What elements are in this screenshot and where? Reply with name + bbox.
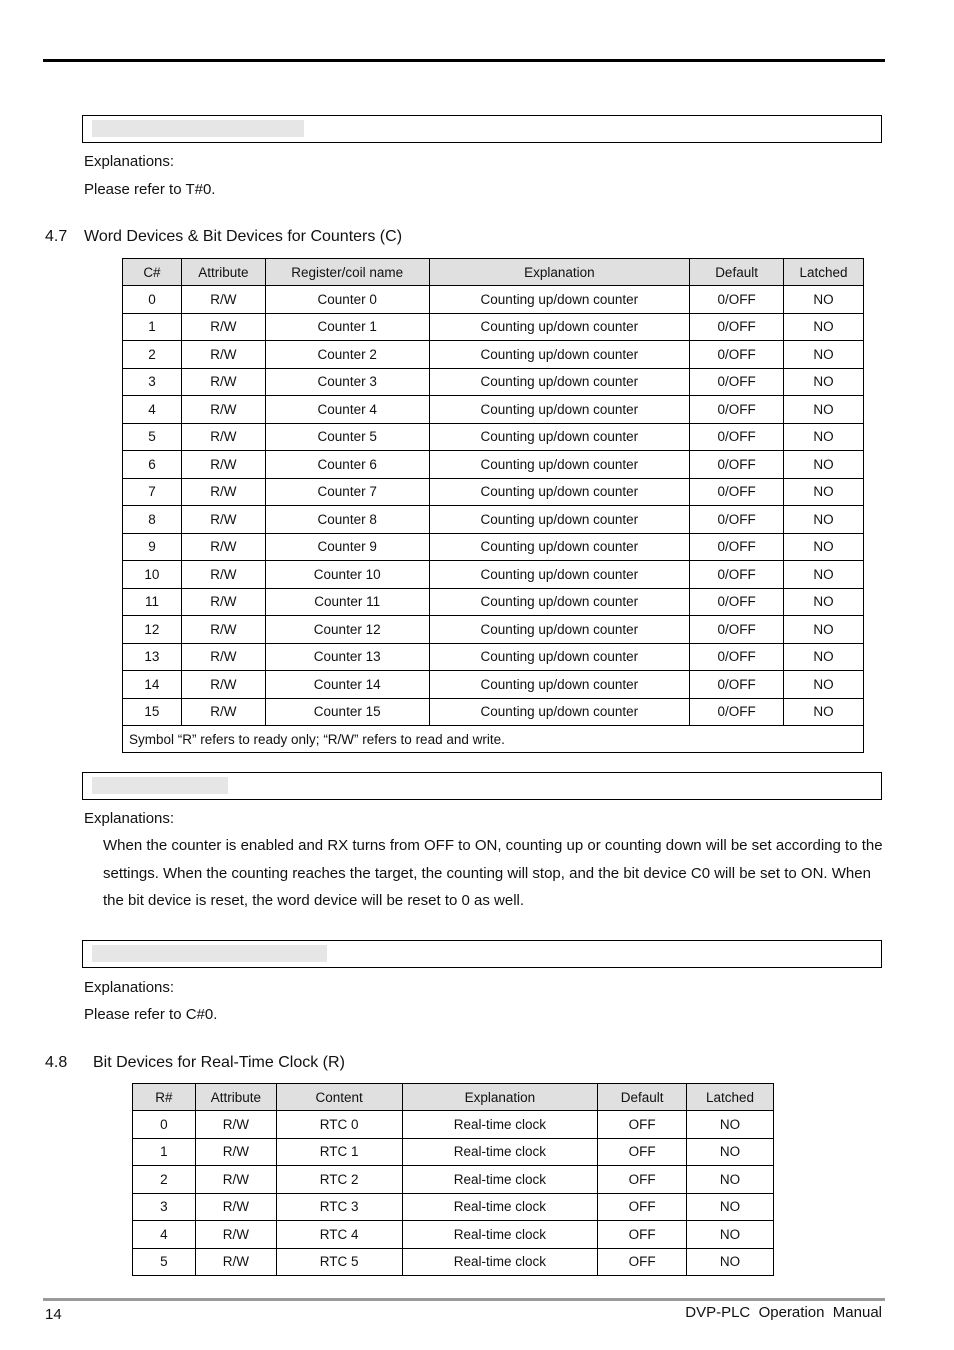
table-cell: R/W bbox=[181, 616, 265, 644]
table-cell: 14 bbox=[123, 671, 182, 699]
table-cell: R/W bbox=[181, 286, 265, 314]
section-heading: Bit Devices for Real-Time Clock (R) bbox=[93, 1054, 345, 1071]
table-row bbox=[123, 313, 864, 341]
table-cell: 3 bbox=[133, 1193, 196, 1221]
table-cell: Counter 15 bbox=[265, 698, 429, 726]
table-row bbox=[123, 533, 864, 561]
table-cell: 0/OFF bbox=[690, 423, 784, 451]
table-cell: Counting up/down counter bbox=[429, 423, 690, 451]
table-cell: NO bbox=[687, 1111, 774, 1139]
table-row bbox=[133, 1166, 774, 1194]
table-cell: RTC 3 bbox=[276, 1193, 402, 1221]
page-number: 14 bbox=[45, 1306, 62, 1323]
table-cell: Counter 7 bbox=[265, 478, 429, 506]
table-cell: RTC 0 bbox=[276, 1111, 402, 1139]
column-header: Latched bbox=[687, 1084, 774, 1111]
table-row bbox=[133, 1111, 774, 1139]
table-cell: OFF bbox=[598, 1221, 687, 1249]
table-row bbox=[123, 286, 864, 314]
explanation-text: Please refer to C#0. bbox=[84, 1006, 218, 1023]
table-cell: 7 bbox=[123, 478, 182, 506]
table-cell: Real-time clock bbox=[402, 1248, 598, 1276]
table-cell: NO bbox=[784, 368, 864, 396]
table-cell: R/W bbox=[195, 1138, 276, 1166]
table-cell: R/W bbox=[181, 698, 265, 726]
table-cell: R/W bbox=[195, 1221, 276, 1249]
table-cell: Counter 9 bbox=[265, 533, 429, 561]
t-section-header-box bbox=[82, 115, 882, 143]
table-cell: 1 bbox=[133, 1138, 196, 1166]
table-cell: Counting up/down counter bbox=[429, 698, 690, 726]
table-cell: Counting up/down counter bbox=[429, 396, 690, 424]
counter-table bbox=[122, 258, 864, 753]
column-header: Attribute bbox=[181, 259, 265, 286]
table-cell: NO bbox=[784, 423, 864, 451]
table-cell: Counter 4 bbox=[265, 396, 429, 424]
table-row bbox=[123, 451, 864, 479]
table-cell: NO bbox=[687, 1221, 774, 1249]
table-cell: 3 bbox=[123, 368, 182, 396]
table-cell: Real-time clock bbox=[402, 1193, 598, 1221]
table-cell: R/W bbox=[181, 423, 265, 451]
rtc-table bbox=[132, 1083, 774, 1276]
table-cell: 15 bbox=[123, 698, 182, 726]
table-cell: 5 bbox=[133, 1248, 196, 1276]
table-cell: NO bbox=[784, 616, 864, 644]
table-cell: R/W bbox=[181, 396, 265, 424]
table-cell: R/W bbox=[181, 506, 265, 534]
table-cell: Counting up/down counter bbox=[429, 451, 690, 479]
table-cell: R/W bbox=[195, 1166, 276, 1194]
table-cell: R/W bbox=[181, 368, 265, 396]
table-row bbox=[133, 1193, 774, 1221]
table-cell: R/W bbox=[195, 1111, 276, 1139]
table-cell: 0/OFF bbox=[690, 313, 784, 341]
explanation-paragraph: When the counter is enabled and RX turns from OFF to ON, counting up or counting down will be set according to the settings. When the counting reaches the target, the counting will stop, and the bit device C0 will be set to ON. When the bit device is reset, the word device will be reset to 0 as well. bbox=[103, 837, 883, 909]
table-cell: RTC 1 bbox=[276, 1138, 402, 1166]
table-cell: Counting up/down counter bbox=[429, 533, 690, 561]
table-cell: 0/OFF bbox=[690, 671, 784, 699]
table-cell: 11 bbox=[123, 588, 182, 616]
table-cell: NO bbox=[784, 286, 864, 314]
table-cell: NO bbox=[784, 698, 864, 726]
redacted-header-label bbox=[92, 777, 228, 794]
table-cell: NO bbox=[784, 533, 864, 561]
column-header: Explanation bbox=[402, 1084, 598, 1111]
table-row bbox=[133, 1248, 774, 1276]
table-cell: R/W bbox=[181, 341, 265, 369]
table-cell: 0 bbox=[123, 286, 182, 314]
table-header-row bbox=[123, 259, 864, 286]
table-cell: Counting up/down counter bbox=[429, 643, 690, 671]
section-number: 4.8 bbox=[45, 1054, 68, 1071]
table-cell: Counter 1 bbox=[265, 313, 429, 341]
table-cell: OFF bbox=[598, 1166, 687, 1194]
column-header: Default bbox=[690, 259, 784, 286]
table-note: Symbol “R” refers to ready only; “R/W” refers to read and write. bbox=[123, 726, 864, 753]
table-cell: R/W bbox=[181, 451, 265, 479]
redacted-header-label bbox=[92, 120, 304, 137]
table-cell: NO bbox=[784, 671, 864, 699]
table-cell: RTC 5 bbox=[276, 1248, 402, 1276]
table-cell: Counting up/down counter bbox=[429, 616, 690, 644]
table-cell: 0/OFF bbox=[690, 368, 784, 396]
table-cell: 0/OFF bbox=[690, 396, 784, 424]
table-row bbox=[123, 478, 864, 506]
table-cell: 0/OFF bbox=[690, 533, 784, 561]
table-cell: NO bbox=[784, 643, 864, 671]
table-cell: NO bbox=[784, 478, 864, 506]
table-cell: Counting up/down counter bbox=[429, 368, 690, 396]
table-cell: RTC 2 bbox=[276, 1166, 402, 1194]
table-cell: 4 bbox=[133, 1221, 196, 1249]
table-cell: NO bbox=[687, 1248, 774, 1276]
table-cell: 0/OFF bbox=[690, 588, 784, 616]
table-cell: RTC 4 bbox=[276, 1221, 402, 1249]
table-cell: NO bbox=[784, 313, 864, 341]
table-note-row bbox=[123, 726, 864, 753]
table-cell: R/W bbox=[181, 478, 265, 506]
column-header: Content bbox=[276, 1084, 402, 1111]
table-cell: 0/OFF bbox=[690, 643, 784, 671]
table-cell: Counter 8 bbox=[265, 506, 429, 534]
table-cell: NO bbox=[784, 396, 864, 424]
table-cell: NO bbox=[784, 451, 864, 479]
table-cell: Counting up/down counter bbox=[429, 478, 690, 506]
table-cell: Counting up/down counter bbox=[429, 671, 690, 699]
table-cell: NO bbox=[784, 506, 864, 534]
table-cell: 0/OFF bbox=[690, 451, 784, 479]
table-row bbox=[123, 506, 864, 534]
table-cell: 0 bbox=[133, 1111, 196, 1139]
table-cell: Counter 10 bbox=[265, 561, 429, 589]
table-cell: R/W bbox=[181, 561, 265, 589]
explanations-label: Explanations: bbox=[84, 153, 175, 170]
table-cell: NO bbox=[784, 588, 864, 616]
table-row bbox=[123, 643, 864, 671]
table-cell: NO bbox=[687, 1166, 774, 1194]
table-cell: Counting up/down counter bbox=[429, 313, 690, 341]
table-cell: OFF bbox=[598, 1193, 687, 1221]
table-cell: OFF bbox=[598, 1138, 687, 1166]
table-cell: 0/OFF bbox=[690, 506, 784, 534]
table-cell: 0/OFF bbox=[690, 616, 784, 644]
table-row bbox=[133, 1221, 774, 1249]
table-row bbox=[123, 341, 864, 369]
table-cell: Counter 13 bbox=[265, 643, 429, 671]
footer-manual-title: DVP-PLC Operation Manual bbox=[685, 1304, 882, 1321]
table-cell: Real-time clock bbox=[402, 1221, 598, 1249]
table-cell: NO bbox=[784, 561, 864, 589]
column-header: Attribute bbox=[195, 1084, 276, 1111]
table-cell: Counter 2 bbox=[265, 341, 429, 369]
explanations-label: Explanations: bbox=[84, 979, 175, 996]
table-row bbox=[123, 671, 864, 699]
table-cell: 10 bbox=[123, 561, 182, 589]
table-row bbox=[123, 561, 864, 589]
table-cell: Counter 5 bbox=[265, 423, 429, 451]
table-cell: 2 bbox=[123, 341, 182, 369]
table-cell: NO bbox=[687, 1138, 774, 1166]
column-header: Register/coil name bbox=[265, 259, 429, 286]
table-row bbox=[123, 423, 864, 451]
table-cell: Counter 6 bbox=[265, 451, 429, 479]
table-cell: Counter 14 bbox=[265, 671, 429, 699]
table-cell: Counting up/down counter bbox=[429, 286, 690, 314]
table-cell: 0/OFF bbox=[690, 286, 784, 314]
table-cell: Real-time clock bbox=[402, 1138, 598, 1166]
section-number: 4.7 bbox=[45, 228, 68, 245]
table-cell: Real-time clock bbox=[402, 1166, 598, 1194]
column-header: Default bbox=[598, 1084, 687, 1111]
table-cell: 13 bbox=[123, 643, 182, 671]
column-header: R# bbox=[133, 1084, 196, 1111]
table-cell: 0/OFF bbox=[690, 478, 784, 506]
column-header: C# bbox=[123, 259, 182, 286]
table-cell: R/W bbox=[181, 588, 265, 616]
table-cell: 0/OFF bbox=[690, 561, 784, 589]
table-cell: Counting up/down counter bbox=[429, 588, 690, 616]
column-header: Latched bbox=[784, 259, 864, 286]
table-cell: R/W bbox=[195, 1193, 276, 1221]
table-cell: R/W bbox=[195, 1248, 276, 1276]
table-cell: R/W bbox=[181, 533, 265, 561]
table-cell: 5 bbox=[123, 423, 182, 451]
table-cell: 12 bbox=[123, 616, 182, 644]
table-cell: OFF bbox=[598, 1248, 687, 1276]
table-row bbox=[123, 368, 864, 396]
section-heading: Word Devices & Bit Devices for Counters (C) bbox=[84, 228, 403, 245]
table-cell: Counting up/down counter bbox=[429, 341, 690, 369]
table-cell: R/W bbox=[181, 643, 265, 671]
table-cell: NO bbox=[687, 1193, 774, 1221]
table-cell: 0/OFF bbox=[690, 341, 784, 369]
table-cell: Counting up/down counter bbox=[429, 506, 690, 534]
table-cell: 9 bbox=[123, 533, 182, 561]
table-cell: Counter 11 bbox=[265, 588, 429, 616]
table-cell: 6 bbox=[123, 451, 182, 479]
table-row bbox=[133, 1138, 774, 1166]
table-cell: Real-time clock bbox=[402, 1111, 598, 1139]
table-row bbox=[123, 588, 864, 616]
table-cell: 8 bbox=[123, 506, 182, 534]
table-row bbox=[123, 616, 864, 644]
top-rule bbox=[43, 59, 885, 62]
table-row bbox=[123, 396, 864, 424]
bottom-rule bbox=[43, 1298, 885, 1301]
explanation-text: Please refer to T#0. bbox=[84, 181, 216, 198]
c-section-header-box bbox=[82, 940, 882, 968]
table-cell: Counter 0 bbox=[265, 286, 429, 314]
table-cell: R/W bbox=[181, 671, 265, 699]
table-cell: 4 bbox=[123, 396, 182, 424]
table-cell: 1 bbox=[123, 313, 182, 341]
explanations-label: Explanations: bbox=[84, 810, 175, 827]
table-cell: Counting up/down counter bbox=[429, 561, 690, 589]
table-cell: R/W bbox=[181, 313, 265, 341]
table-cell: NO bbox=[784, 341, 864, 369]
table-cell: 0/OFF bbox=[690, 698, 784, 726]
c0-section-header-box bbox=[82, 772, 882, 800]
redacted-header-label bbox=[92, 945, 327, 962]
column-header: Explanation bbox=[429, 259, 690, 286]
table-cell: Counter 3 bbox=[265, 368, 429, 396]
table-header-row bbox=[133, 1084, 774, 1111]
table-cell: OFF bbox=[598, 1111, 687, 1139]
table-cell: Counter 12 bbox=[265, 616, 429, 644]
table-cell: 2 bbox=[133, 1166, 196, 1194]
table-row bbox=[123, 698, 864, 726]
